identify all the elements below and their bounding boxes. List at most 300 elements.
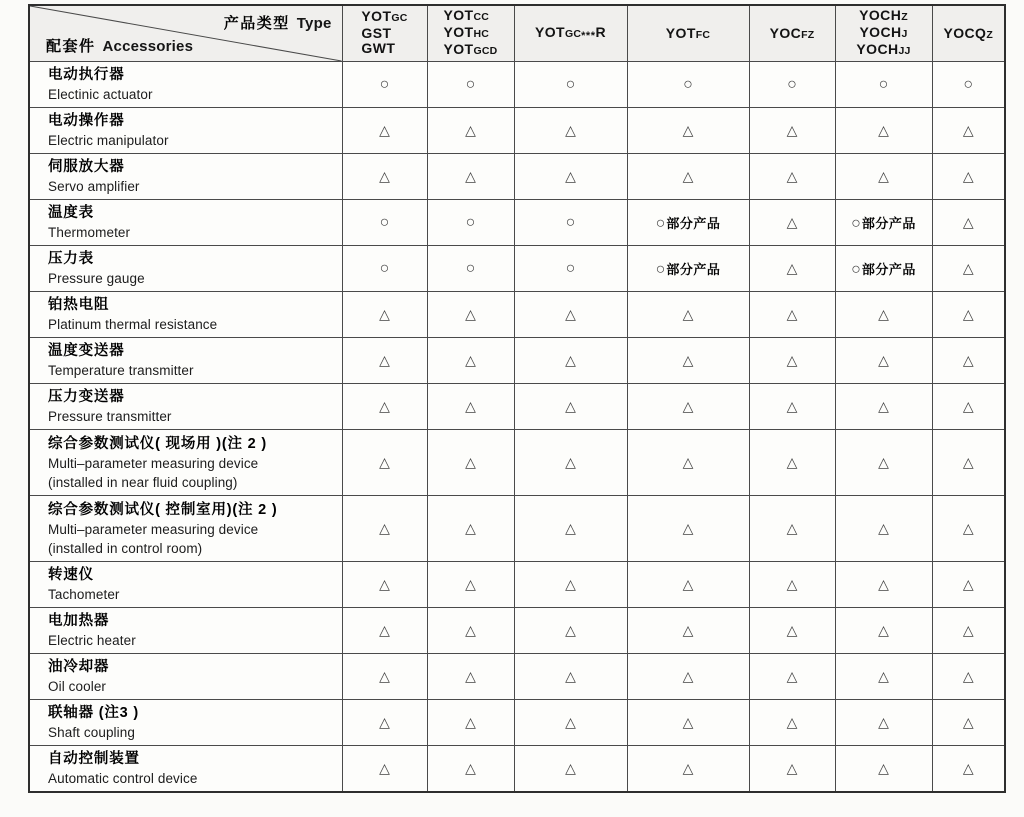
compatibility-cell — [749, 246, 835, 292]
table-row — [29, 608, 1005, 654]
accessory-name-cell — [29, 430, 342, 496]
accessory-name-cell — [29, 246, 342, 292]
table-row — [29, 654, 1005, 700]
product-code-subscript: GC — [564, 27, 582, 40]
compatibility-cell — [427, 654, 514, 700]
compatibility-cell — [342, 496, 427, 562]
compatibility-cell — [835, 608, 932, 654]
triangle-icon: △ — [465, 121, 476, 138]
compatibility-cell — [627, 562, 749, 608]
product-code — [535, 25, 606, 44]
compatibility-cell — [342, 654, 427, 700]
table-row — [29, 292, 1005, 338]
compatibility-cell — [514, 246, 627, 292]
accessory-name-cell — [29, 496, 342, 562]
product-code-block — [770, 26, 815, 43]
compatibility-cell — [749, 562, 835, 608]
compatibility-cell — [835, 654, 932, 700]
compatibility-cell — [427, 200, 514, 246]
product-code-subscript: J — [901, 28, 908, 40]
circle-icon: ○ — [465, 75, 476, 93]
triangle-icon: △ — [878, 397, 889, 414]
triangle-icon: △ — [786, 759, 798, 776]
triangle-icon: △ — [786, 121, 798, 138]
compatibility-cell — [835, 338, 932, 384]
accessory-name-en: Tachometer — [48, 587, 120, 602]
compatibility-cell — [342, 246, 427, 292]
accessory-name-en: Thermometer — [48, 225, 131, 240]
triangle-icon: △ — [379, 621, 390, 638]
compatibility-cell — [627, 246, 749, 292]
compatibility-cell — [514, 746, 627, 793]
compatibility-cell — [835, 496, 932, 562]
corner-accessories-label — [46, 35, 193, 56]
compatibility-cell — [514, 338, 627, 384]
compatibility-cell — [932, 62, 1005, 108]
compatibility-cell — [342, 430, 427, 496]
accessory-name-zh: 温度变送器 — [48, 343, 125, 359]
accessory-name-en: Pressure gauge — [48, 271, 145, 286]
product-code — [856, 25, 910, 42]
triangle-icon: △ — [786, 305, 798, 322]
product-code — [361, 41, 407, 56]
compatibility-cell — [427, 430, 514, 496]
accessory-name-en: Servo amplifier — [48, 179, 140, 194]
triangle-icon: △ — [565, 351, 576, 368]
product-code-text: YOT — [361, 8, 392, 24]
triangle-icon: △ — [379, 575, 390, 592]
triangle-icon: △ — [878, 167, 889, 184]
compatibility-cell — [427, 154, 514, 200]
triangle-icon: △ — [962, 167, 974, 184]
compatibility-cell — [427, 746, 514, 793]
triangle-icon: △ — [565, 621, 576, 638]
compatibility-cell — [627, 62, 749, 108]
circle-icon: ○ — [655, 214, 666, 232]
product-code-text: YOT — [535, 23, 565, 40]
table-row — [29, 700, 1005, 746]
accessory-name-zh: 联轴器 (注3 ) — [48, 705, 139, 721]
compatibility-cell — [342, 746, 427, 793]
accessory-name-zh: 电动执行器 — [48, 67, 125, 83]
compatibility-cell — [835, 154, 932, 200]
product-code-block — [944, 26, 993, 43]
product-type-label-en: Type — [296, 15, 332, 32]
compatibility-cell — [514, 292, 627, 338]
compatibility-cell — [514, 62, 627, 108]
partial-products-label: 部分产品 — [861, 215, 916, 231]
product-code — [856, 42, 910, 59]
table-row — [29, 200, 1005, 246]
circle-icon: ○ — [465, 259, 476, 277]
product-code-subscript: HC — [473, 28, 490, 40]
compatibility-cell — [427, 246, 514, 292]
column-header — [749, 5, 835, 62]
triangle-icon: △ — [786, 575, 798, 592]
column-header — [342, 5, 427, 62]
triangle-icon: △ — [682, 575, 694, 592]
compatibility-cell — [427, 562, 514, 608]
compatibility-cell — [749, 654, 835, 700]
compatibility-cell — [835, 200, 932, 246]
product-code — [444, 8, 498, 25]
product-code — [770, 26, 815, 43]
accessory-name-cell — [29, 608, 342, 654]
triangle-icon: △ — [786, 259, 798, 276]
product-code — [444, 42, 498, 59]
triangle-icon: △ — [465, 667, 476, 684]
partial-products-label: 部分产品 — [666, 261, 721, 277]
product-code-block — [361, 9, 407, 56]
table-row — [29, 496, 1005, 562]
column-header — [932, 5, 1005, 62]
circle-icon: ○ — [683, 75, 693, 93]
column-header — [514, 5, 627, 62]
triangle-icon: △ — [962, 713, 974, 730]
compatibility-cell — [835, 292, 932, 338]
product-code-text: YOT — [443, 24, 474, 40]
column-header — [835, 5, 932, 62]
triangle-icon: △ — [682, 397, 694, 414]
accessories-label-en: Accessories — [102, 38, 194, 55]
triangle-icon: △ — [379, 397, 390, 414]
product-code-text: YOCH — [859, 24, 902, 40]
triangle-icon: △ — [465, 397, 476, 414]
corner-product-type-label — [224, 12, 332, 33]
triangle-icon: △ — [565, 519, 576, 536]
compatibility-cell — [749, 62, 835, 108]
corner-header-cell — [29, 5, 342, 62]
table-row — [29, 246, 1005, 292]
triangle-icon: △ — [565, 667, 576, 684]
accessory-name-en: Electric heater — [48, 633, 136, 648]
product-code-text: GST — [361, 25, 392, 41]
compatibility-cell — [342, 700, 427, 746]
compatibility-cell — [835, 108, 932, 154]
triangle-icon: △ — [565, 759, 576, 776]
triangle-icon: △ — [786, 213, 798, 230]
compatibility-cell — [627, 200, 749, 246]
triangle-icon: △ — [465, 759, 476, 776]
compatibility-cell — [749, 496, 835, 562]
triangle-icon: △ — [878, 519, 889, 536]
compatibility-cell — [627, 608, 749, 654]
triangle-icon: △ — [379, 519, 390, 536]
product-type-label-zh: 产品类型 — [223, 15, 290, 32]
accessory-name-en: Automatic control device — [48, 771, 198, 786]
table-row — [29, 154, 1005, 200]
table-row — [29, 108, 1005, 154]
accessory-name-zh: 综合参数测试仪( 现场用 )(注 2 ) — [48, 435, 267, 452]
compatibility-cell — [749, 430, 835, 496]
compatibility-cell — [342, 384, 427, 430]
compatibility-cell — [427, 338, 514, 384]
product-code-text: YOCH — [859, 7, 902, 23]
product-code — [444, 25, 498, 42]
accessory-name-en: Multi–parameter measuring device — [48, 521, 259, 537]
accessory-name-cell — [29, 746, 342, 793]
accessory-name-cell — [29, 154, 342, 200]
product-code-subscript: CC — [473, 11, 490, 23]
compatibility-cell — [835, 384, 932, 430]
accessory-name-zh: 自动控制装置 — [48, 751, 140, 767]
triangle-icon: △ — [786, 351, 798, 368]
compatibility-cell — [749, 746, 835, 793]
triangle-icon: △ — [565, 575, 576, 592]
compatibility-cell — [932, 746, 1005, 793]
triangle-icon: △ — [465, 167, 476, 184]
compatibility-cell — [342, 154, 427, 200]
accessory-name-cell — [29, 108, 342, 154]
accessory-name-en: (installed in control room) — [48, 540, 203, 556]
table-row — [29, 562, 1005, 608]
triangle-icon: △ — [962, 259, 974, 276]
product-code-subscript: FC — [695, 28, 711, 41]
compatibility-cell — [514, 654, 627, 700]
accessory-name-cell — [29, 338, 342, 384]
accessory-name-en: Platinum thermal resistance — [48, 317, 218, 332]
triangle-icon: △ — [878, 453, 889, 470]
compatibility-cell — [932, 430, 1005, 496]
accessory-name-zh: 电加热器 — [48, 613, 110, 629]
triangle-icon: △ — [962, 397, 974, 414]
compatibility-cell — [749, 200, 835, 246]
circle-icon: ○ — [851, 214, 861, 232]
compatibility-cell — [342, 200, 427, 246]
accessory-name-zh: 压力变送器 — [48, 389, 125, 405]
compatibility-cell — [749, 154, 835, 200]
triangle-icon: △ — [682, 351, 694, 368]
accessory-name-en: (installed in near fluid coupling) — [48, 474, 238, 490]
accessory-name-zh: 伺服放大器 — [48, 159, 125, 175]
product-code-text: YOT — [443, 7, 474, 23]
triangle-icon: △ — [786, 519, 798, 536]
triangle-icon: △ — [682, 121, 694, 138]
compatibility-cell — [514, 200, 627, 246]
accessory-name-cell — [29, 562, 342, 608]
triangle-icon: △ — [878, 621, 889, 638]
compatibility-cell — [427, 700, 514, 746]
compatibility-cell — [514, 154, 627, 200]
triangle-icon: △ — [565, 397, 576, 414]
triangle-icon: △ — [565, 305, 576, 322]
compatibility-cell — [835, 562, 932, 608]
compatibility-cell — [749, 608, 835, 654]
accessory-name-cell — [29, 200, 342, 246]
circle-icon: ○ — [787, 75, 797, 93]
triangle-icon: △ — [962, 667, 974, 684]
triangle-icon: △ — [465, 621, 476, 638]
triangle-icon: △ — [465, 519, 476, 536]
compatibility-cell — [932, 154, 1005, 200]
product-code-text: R — [595, 23, 606, 40]
accessory-name-en: Multi–parameter measuring device — [48, 455, 259, 471]
compatibility-cell — [749, 338, 835, 384]
product-code-text: YOT — [443, 41, 474, 57]
accessory-name-zh: 油冷却器 — [48, 659, 110, 675]
compatibility-cell — [749, 700, 835, 746]
triangle-icon: △ — [962, 575, 974, 592]
compatibility-cell — [627, 384, 749, 430]
partial-products-label: 部分产品 — [861, 261, 916, 277]
triangle-icon: △ — [962, 621, 974, 638]
compatibility-cell — [932, 700, 1005, 746]
triangle-icon: △ — [682, 167, 694, 184]
triangle-icon: △ — [465, 305, 476, 322]
product-code-block — [535, 25, 606, 44]
circle-icon: ○ — [565, 213, 576, 231]
compatibility-cell — [427, 62, 514, 108]
compatibility-cell — [342, 108, 427, 154]
compatibility-cell — [342, 338, 427, 384]
compatibility-cell — [627, 154, 749, 200]
compatibility-cell — [835, 746, 932, 793]
circle-icon: ○ — [565, 259, 576, 277]
triangle-icon: △ — [786, 667, 798, 684]
compatibility-cell — [427, 384, 514, 430]
accessory-name-cell — [29, 654, 342, 700]
product-code-subscript: Z — [986, 28, 993, 41]
triangle-icon: △ — [565, 453, 576, 470]
compatibility-cell — [514, 108, 627, 154]
compatibility-cell — [627, 496, 749, 562]
triangle-icon: △ — [565, 167, 576, 184]
compatibility-cell — [932, 496, 1005, 562]
accessory-name-en: Temperature transmitter — [48, 363, 194, 378]
triangle-icon: △ — [878, 759, 889, 776]
circle-icon: ○ — [851, 260, 861, 278]
product-code-block — [666, 26, 710, 43]
product-code-subscript: JJ — [898, 45, 911, 57]
compatibility-cell — [749, 292, 835, 338]
accessory-name-zh: 综合参数测试仪( 控制室用)(注 2 ) — [48, 501, 278, 518]
product-code — [361, 9, 407, 26]
compatibility-cell — [932, 338, 1005, 384]
compatibility-cell — [932, 562, 1005, 608]
product-code — [666, 26, 710, 43]
triangle-icon: △ — [379, 121, 390, 138]
triangle-icon: △ — [379, 351, 390, 368]
triangle-icon: △ — [962, 351, 974, 368]
table-row — [29, 746, 1005, 793]
product-code-text: GWT — [361, 40, 396, 56]
triangle-icon: △ — [465, 713, 476, 730]
product-code-subscript: FZ — [801, 28, 815, 41]
triangle-icon: △ — [878, 305, 889, 322]
product-code-wildcard: *** — [581, 29, 596, 42]
compatibility-cell — [342, 292, 427, 338]
column-header — [427, 5, 514, 62]
compatibility-cell — [342, 562, 427, 608]
product-code-text: YOC — [769, 24, 802, 41]
table-header — [29, 5, 1005, 62]
compatibility-cell — [627, 654, 749, 700]
compatibility-cell — [749, 108, 835, 154]
product-code — [944, 26, 993, 43]
accessory-name-cell — [29, 292, 342, 338]
compatibility-cell — [342, 608, 427, 654]
accessory-name-en: Shaft coupling — [48, 725, 135, 740]
compatibility-cell — [932, 654, 1005, 700]
circle-icon: ○ — [963, 75, 974, 93]
accessory-name-en: Pressure transmitter — [48, 409, 172, 424]
compatibility-cell — [835, 430, 932, 496]
product-code-block — [856, 8, 910, 59]
triangle-icon: △ — [962, 519, 974, 536]
table-body — [29, 62, 1005, 793]
compatibility-cell — [932, 108, 1005, 154]
triangle-icon: △ — [379, 305, 390, 322]
triangle-icon: △ — [682, 667, 694, 684]
triangle-icon: △ — [962, 759, 974, 776]
triangle-icon: △ — [379, 759, 390, 776]
triangle-icon: △ — [682, 305, 694, 322]
triangle-icon: △ — [379, 167, 390, 184]
triangle-icon: △ — [962, 213, 974, 230]
compatibility-cell — [627, 108, 749, 154]
triangle-icon: △ — [786, 453, 798, 470]
compatibility-cell — [835, 62, 932, 108]
triangle-icon: △ — [379, 667, 390, 684]
accessory-name-en: Oil cooler — [48, 679, 107, 694]
product-code-text: YOT — [665, 24, 696, 41]
compatibility-cell — [627, 746, 749, 793]
triangle-icon: △ — [682, 519, 694, 536]
compatibility-cell — [427, 496, 514, 562]
compatibility-cell — [932, 292, 1005, 338]
circle-icon: ○ — [565, 75, 576, 93]
triangle-icon: △ — [682, 759, 694, 776]
header-row — [29, 5, 1005, 62]
triangle-icon: △ — [878, 121, 889, 138]
accessory-name-zh: 转速仪 — [48, 567, 94, 583]
compatibility-cell — [627, 292, 749, 338]
triangle-icon: △ — [962, 305, 974, 322]
triangle-icon: △ — [878, 575, 889, 592]
triangle-icon: △ — [786, 713, 798, 730]
column-header — [627, 5, 749, 62]
compatibility-cell — [835, 700, 932, 746]
triangle-icon: △ — [682, 453, 694, 470]
compatibility-cell — [932, 200, 1005, 246]
product-code-text: YOCQ — [943, 24, 987, 41]
table-row — [29, 62, 1005, 108]
accessory-name-zh: 温度表 — [48, 205, 94, 221]
product-code-subscript: GCD — [473, 45, 498, 57]
circle-icon: ○ — [878, 75, 889, 93]
compatibility-cell — [427, 292, 514, 338]
triangle-icon: △ — [682, 713, 694, 730]
product-code-text: YOCH — [856, 41, 899, 57]
product-code-subscript: GC — [391, 12, 408, 24]
table-row — [29, 384, 1005, 430]
triangle-icon: △ — [962, 453, 974, 470]
compatibility-cell — [342, 62, 427, 108]
compatibility-cell — [514, 700, 627, 746]
accessories-compatibility-table — [28, 4, 1006, 793]
compatibility-cell — [514, 496, 627, 562]
accessory-name-en: Electinic actuator — [48, 87, 153, 102]
product-code — [856, 8, 910, 25]
compatibility-cell — [627, 700, 749, 746]
triangle-icon: △ — [465, 351, 476, 368]
triangle-icon: △ — [962, 121, 974, 138]
circle-icon: ○ — [655, 260, 666, 278]
triangle-icon: △ — [786, 167, 798, 184]
circle-icon: ○ — [379, 213, 390, 231]
triangle-icon: △ — [878, 667, 889, 684]
product-code-subscript: Z — [901, 11, 908, 23]
